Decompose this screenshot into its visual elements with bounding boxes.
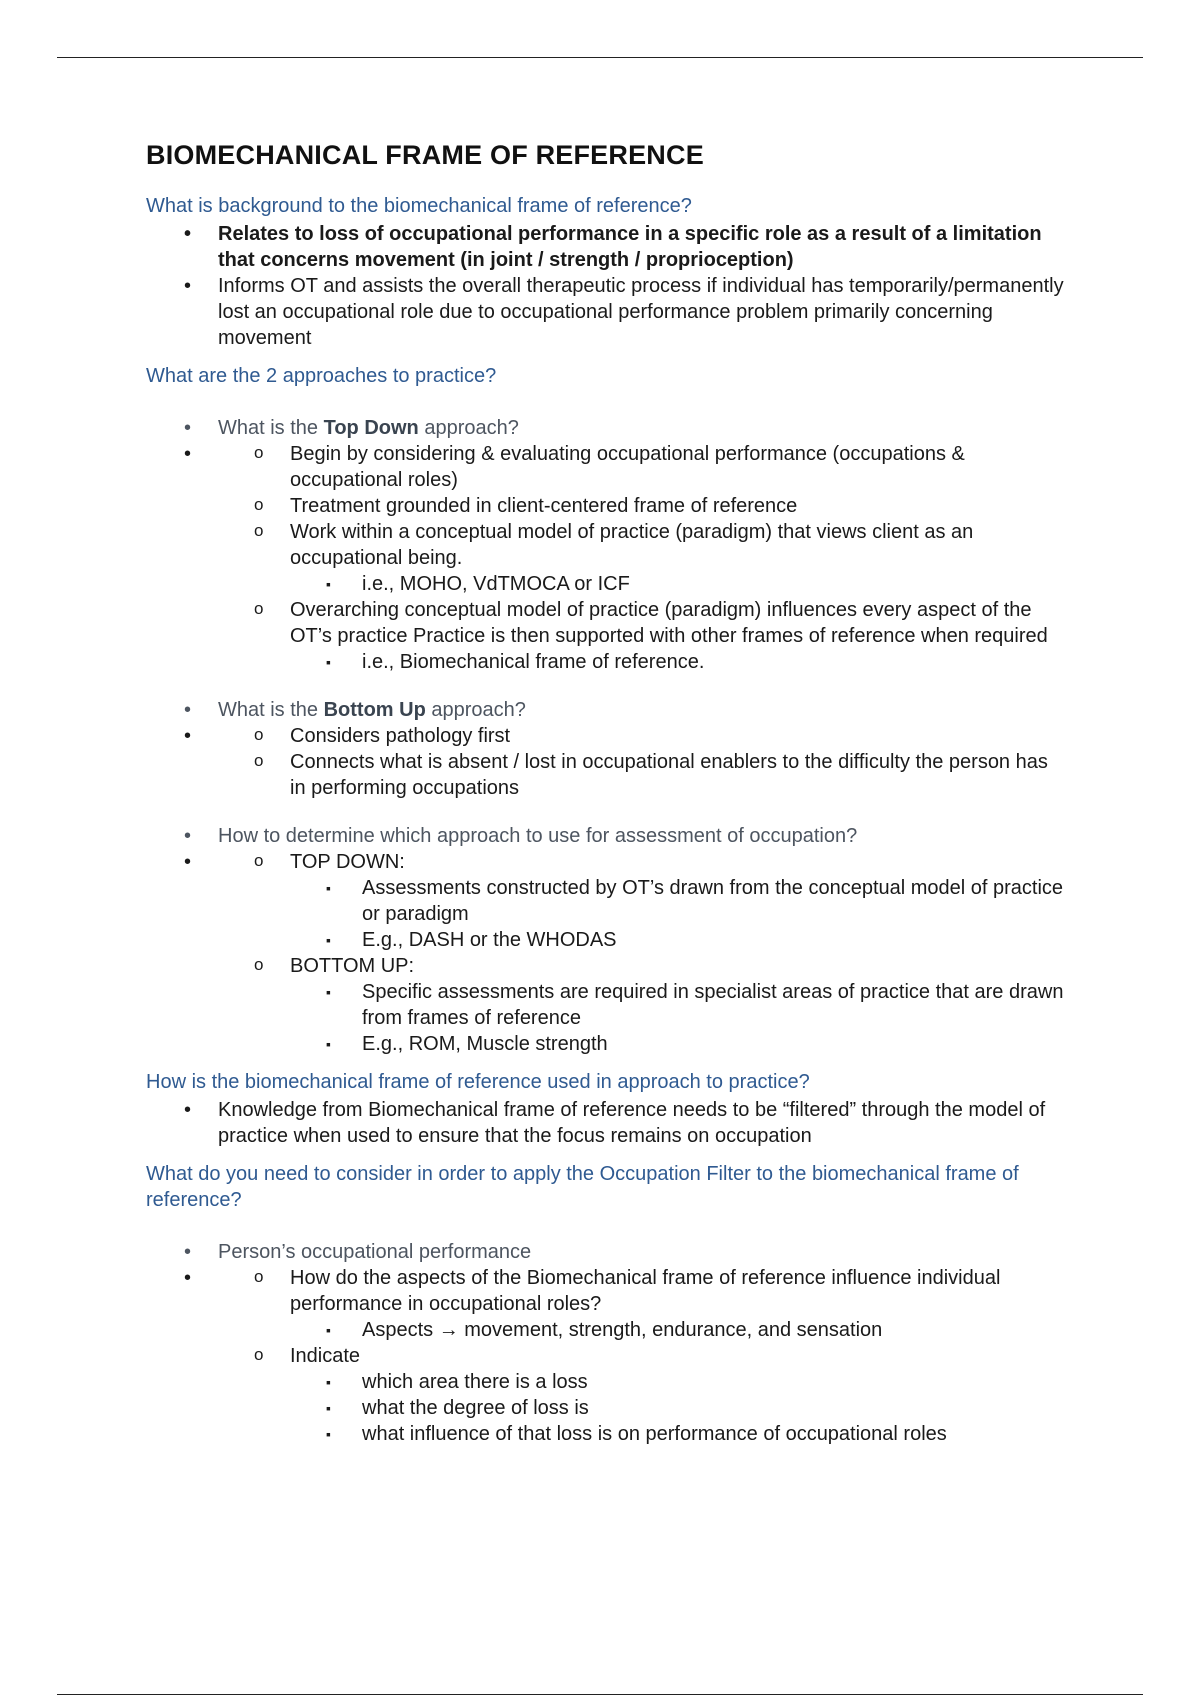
list-item: ▪ which area there is a loss: [290, 1369, 1066, 1395]
header-rule: [57, 57, 1143, 58]
bottom-up-suffix: approach?: [425, 699, 526, 721]
top-down-prefix: What is the: [218, 417, 324, 439]
occupation-filter-subitems: [146, 1265, 1066, 1447]
list-item: ▪ i.e., Biomechanical frame of reference.: [290, 649, 1066, 675]
list-item: o Connects what is absent / lost in occupational enablers to the difficulty the person has in performing occupations: [218, 749, 1066, 801]
question-approaches: What are the 2 approaches to practice?: [146, 365, 497, 387]
list-item: • Knowledge from Biomechanical frame of reference needs to be “filtered” through the model of practice when used to ensure that the focus remains on occupation: [146, 1097, 1066, 1149]
bottom-up-list: [146, 697, 1066, 801]
list-item: ▪ E.g., ROM, Muscle strength: [290, 1031, 1066, 1057]
list-item: ▪ E.g., DASH or the WHODAS: [290, 927, 1066, 953]
question-background: What is background to the biomechanical frame of reference?: [146, 195, 692, 217]
list-item-top-down: [146, 415, 1066, 441]
question-occupation-filter: What do you need to consider in order to apply the Occupation Filter to the biomechanical frame of reference?: [146, 1163, 1019, 1211]
footer-rule: [57, 1694, 1143, 1695]
list-item: ▪ Assessments constructed by OT’s drawn from the conceptual model of practice or paradigm: [290, 875, 1066, 927]
determine-subitems: [146, 849, 1066, 1057]
page-title: BIOMECHANICAL FRAME OF REFERENCE: [146, 140, 704, 170]
usage-list: [146, 1097, 1066, 1149]
bottom-up-term: Bottom Up: [323, 699, 426, 721]
approaches-list: [146, 415, 1066, 675]
list-item: • Relates to loss of occupational performance in a specific role as a result of a limitation that concerns movement (in joint / strength / proprioception): [146, 221, 1066, 273]
list-item-determine: • How to determine which approach to use for assessment of occupation?: [146, 823, 1066, 849]
list-item: ▪ Aspects → movement, strength, endurance, and sensation: [290, 1317, 1066, 1343]
question-usage: How is the biomechanical frame of reference used in approach to practice?: [146, 1071, 810, 1093]
list-item: o • Considers pathology first: [218, 723, 1066, 749]
list-item: o • How do the aspects of the Biomechanical frame of reference influence individual performance in occupational roles? ▪ Aspects → movement, strength, endurance, and sensation: [218, 1265, 1066, 1343]
list-item: o Work within a conceptual model of practice (paradigm) that views client as an occupational being. ▪ i.e., MOHO, VdTMOCA or ICF: [218, 519, 1066, 597]
list-item: ▪ what the degree of loss is: [290, 1395, 1066, 1421]
list-item-bottom-up: [146, 697, 1066, 723]
occupation-filter-list: [146, 1239, 1066, 1447]
top-down-subitems: [146, 441, 1066, 675]
list-item: o Treatment grounded in client-centered frame of reference: [218, 493, 1066, 519]
list-item: ▪ what influence of that loss is on performance of occupational roles: [290, 1421, 1066, 1447]
list-item: • Informs OT and assists the overall therapeutic process if individual has temporarily/permanently lost an occupational role due to occupational performance problem primarily concerning movement: [146, 273, 1066, 351]
determine-list: [146, 823, 1066, 1057]
list-item: o • Begin by considering & evaluating occupational performance (occupations & occupational roles): [218, 441, 1066, 493]
list-item: o Indicate ▪ which area there is a loss ▪ what the degree of loss is ▪ what influence of that loss is on performance of occupational roles: [218, 1343, 1066, 1447]
list-item: • Person’s occupational performance: [146, 1239, 1066, 1265]
bottom-up-subitems: [146, 723, 1066, 801]
top-down-suffix: approach?: [418, 417, 519, 439]
list-item: o Overarching conceptual model of practice (paradigm) influences every aspect of the OT’s practice Practice is then supported with other frames of reference when required ▪ i.e., Biomechanical frame of reference.: [218, 597, 1066, 675]
bottom-up-prefix: What is the: [218, 699, 324, 721]
list-item: ▪ Specific assessments are required in specialist areas of practice that are drawn from frames of reference: [290, 979, 1066, 1031]
list-item: ▪ i.e., MOHO, VdTMOCA or ICF: [290, 571, 1066, 597]
top-down-term: Top Down: [323, 417, 419, 439]
list-item: o BOTTOM UP: ▪ Specific assessments are required in specialist areas of practice that are drawn from frames of reference ▪ E.g., ROM, Muscle strength: [218, 953, 1066, 1057]
list-item: o • TOP DOWN: ▪ Assessments constructed by OT’s drawn from the conceptual model of practice or paradigm ▪ E.g., DASH or the WHODAS: [218, 849, 1066, 953]
document-body: [146, 140, 1066, 1447]
background-list: [146, 221, 1066, 351]
